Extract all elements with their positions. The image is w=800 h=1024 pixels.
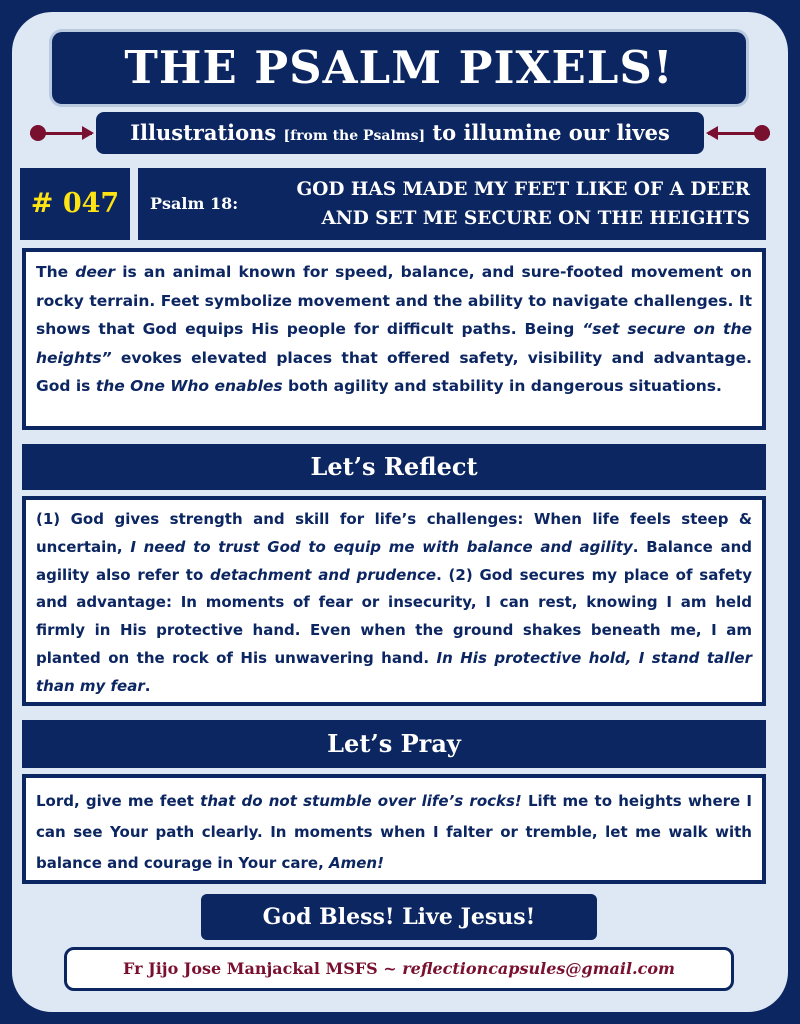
blessing-banner: God Bless! Live Jesus!	[201, 894, 597, 940]
reflect-heading: Let’s Reflect	[22, 444, 766, 490]
intro-paragraph: The deer is an animal known for speed, balance, and sure-footed movement on rocky terrain. Feet symbolize movement and the ability to navigate challenges. It shows that God equips His people for difficult paths. Being “set secure on the heights” evokes elevated places that offered safety, visibility and advantage. God is the One Who enables both agility and stability in dangerous situations.	[22, 248, 766, 430]
psalm-reference: Psalm 18:	[150, 194, 239, 213]
reflect-paragraph: (1) God gives strength and skill for life’s challenges: When life feels steep & uncertain, I need to trust God to equip me with balance and agility. Balance and agility also refer to detachment and prudence. (2) God secures my place of safety and advantage: In moments of fear or insecurity, I can rest, knowing I am held firmly in His protective hand. Even when the ground shakes beneath me, I am planted on the rock of His unwavering hand. In His protective hold, I stand taller than my fear.	[22, 496, 766, 706]
subtitle-row	[30, 112, 770, 154]
psalm-title: GOD HAS MADE MY FEET LIKE OF A DEER AND SET ME SECURE ON THE HEIGHTS	[296, 179, 750, 229]
author-name: Fr Jijo Jose Manjackal MSFS ~	[123, 959, 403, 978]
entry-number: # 047	[20, 168, 130, 240]
subtitle-banner: Illustrations [from the Psalms] to illumine our lives	[96, 112, 704, 154]
left-arrow-icon	[30, 132, 92, 135]
prayer-paragraph: Lord, give me feet that do not stumble over life’s rocks! Lift me to heights where I can see Your path clearly. In moments when I falter or tremble, let me walk with balance and courage in Your care, Amen!	[22, 774, 766, 884]
page-title: THE PSALM PIXELS!	[52, 32, 746, 104]
pray-heading: Let’s Pray	[22, 720, 766, 768]
author-footer	[64, 947, 734, 991]
author-email[interactable]: reflectioncapsules@gmail.com	[402, 959, 675, 978]
right-arrow-icon	[708, 132, 770, 135]
psalm-header	[138, 168, 766, 240]
